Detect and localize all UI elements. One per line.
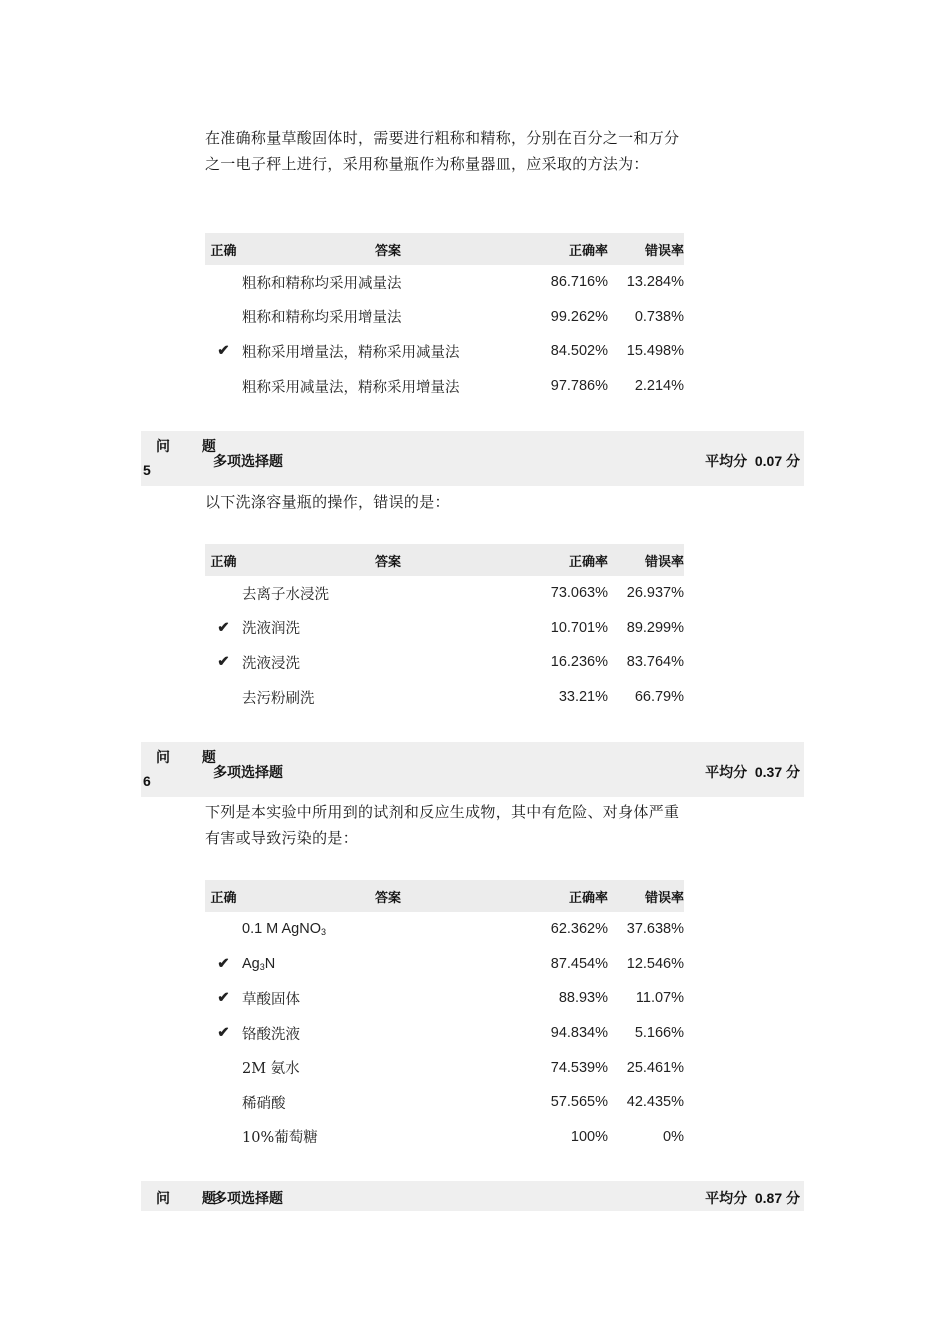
- question-label: 问 题: [156, 749, 230, 765]
- header-correct: 正确: [210, 889, 237, 905]
- error-rate: 42.435%: [626, 1094, 684, 1111]
- header-correct: 正确: [210, 553, 237, 569]
- question-type: 多项选择题: [213, 1190, 283, 1206]
- header-rate: 正确率: [568, 242, 608, 258]
- check-icon: ✔: [217, 990, 230, 1007]
- answer-text: 2M 氨水: [242, 1061, 300, 1078]
- answer-text: 10%葡萄糖: [242, 1130, 318, 1147]
- answer-text: 0.1 M AgNO$_3$: [242, 921, 326, 938]
- table-body: [205, 912, 684, 1154]
- error-rate: 5.166%: [634, 1025, 684, 1042]
- header-answer: 答案: [374, 553, 401, 569]
- question-label: 问 题: [156, 438, 230, 454]
- table-row: [205, 680, 684, 715]
- correct-rate: 87.454%: [550, 955, 608, 972]
- header-err: 错误率: [644, 553, 684, 569]
- check-icon: ✔: [217, 1025, 230, 1042]
- answer-text: 去污粉刷洗: [242, 690, 315, 707]
- answer-table-q4: [205, 233, 684, 403]
- table-header: [205, 233, 684, 265]
- correct-rate: 10.701%: [550, 619, 608, 636]
- empty-mark-cell: [205, 369, 242, 404]
- empty-mark-cell: [205, 265, 242, 300]
- answer-text: $Ag_3N$: [242, 955, 276, 972]
- error-rate: 0%: [663, 1128, 684, 1145]
- table-row: [205, 369, 684, 404]
- question-type: 多项选择题: [213, 453, 283, 469]
- empty-mark-cell: [205, 576, 242, 611]
- header-err: 错误率: [644, 889, 684, 905]
- answer-text: 洗液润洗: [242, 621, 300, 638]
- answer-text: 稀硝酸: [242, 1095, 286, 1112]
- correct-rate: 57.565%: [550, 1094, 608, 1111]
- error-rate: 15.498%: [626, 343, 684, 360]
- average-score: 平均分 0.87 分: [705, 1190, 800, 1206]
- question-number: 5: [143, 462, 151, 478]
- table-body: [205, 576, 684, 714]
- header-answer: 答案: [374, 242, 401, 258]
- header-rate: 正确率: [568, 889, 608, 905]
- table-row: [205, 611, 684, 646]
- empty-mark-cell: [205, 680, 242, 715]
- check-icon: ✔: [217, 955, 230, 972]
- table-body: [205, 265, 684, 403]
- empty-mark-cell: [205, 1050, 242, 1085]
- average-score: 平均分 0.07 分: [705, 453, 800, 469]
- error-rate: 83.764%: [626, 654, 684, 671]
- question-number: 6: [143, 773, 151, 789]
- correct-rate: 88.93%: [558, 990, 608, 1007]
- average-score: 平均分 0.37 分: [705, 764, 800, 780]
- correct-rate: 73.063%: [550, 585, 608, 602]
- correct-rate: 99.262%: [550, 308, 608, 325]
- check-icon: ✔: [217, 654, 230, 671]
- answer-text: 粗称和精称均采用增量法: [242, 310, 402, 327]
- question-7-header: [141, 1181, 804, 1211]
- answer-text: 粗称采用减量法，精称采用增量法: [242, 379, 460, 396]
- answer-text: 铬酸洗液: [242, 1026, 300, 1043]
- error-rate: 89.299%: [626, 619, 684, 636]
- correct-rate: 97.786%: [550, 378, 608, 395]
- error-rate: 13.284%: [626, 274, 684, 291]
- table-header: [205, 544, 684, 576]
- error-rate: 26.937%: [626, 585, 684, 602]
- answer-text: 粗称采用增量法，精称采用减量法: [242, 344, 460, 361]
- table-row: [205, 981, 684, 1016]
- error-rate: 66.79%: [634, 689, 684, 706]
- table-row: [205, 1050, 684, 1085]
- correct-rate: 86.716%: [550, 274, 608, 291]
- answer-table-q6: [205, 880, 684, 1154]
- error-rate: 2.214%: [634, 378, 684, 395]
- table-row: [205, 334, 684, 369]
- correct-rate: 62.362%: [550, 921, 608, 938]
- error-rate: 0.738%: [634, 308, 684, 325]
- empty-mark-cell: [205, 300, 242, 335]
- table-row: [205, 300, 684, 335]
- answer-text: 草酸固体: [242, 991, 300, 1008]
- header-answer: 答案: [374, 889, 401, 905]
- header-rate: 正确率: [568, 553, 608, 569]
- correct-rate: 74.539%: [550, 1059, 608, 1076]
- empty-mark-cell: [205, 912, 242, 947]
- error-rate: 11.07%: [635, 990, 684, 1007]
- error-rate: 25.461%: [626, 1059, 684, 1076]
- question-6-header: [141, 742, 804, 797]
- table-row: [205, 1085, 684, 1120]
- check-icon: ✔: [217, 619, 230, 636]
- correct-rate: 94.834%: [550, 1025, 608, 1042]
- table-row: [205, 912, 684, 947]
- header-err: 错误率: [644, 242, 684, 258]
- error-rate: 37.638%: [626, 921, 684, 938]
- question-6-text: 下列是本实验中所用到的试剂和反应生成物，其中有危险、对身体严重有害或导致污染的是：: [205, 803, 680, 847]
- table-row: [205, 265, 684, 300]
- table-row: [205, 1120, 684, 1155]
- answer-text: 洗液浸洗: [242, 655, 300, 672]
- table-row: [205, 1016, 684, 1051]
- question-5-header: [141, 431, 804, 486]
- header-correct: 正确: [210, 242, 237, 258]
- table-row: [205, 645, 684, 680]
- table-row: [205, 576, 684, 611]
- question-label: 问 题: [156, 1190, 230, 1206]
- empty-mark-cell: [205, 1085, 242, 1120]
- answer-text: 粗称和精称均采用减量法: [242, 275, 402, 292]
- question-5-text: 以下洗涤容量瓶的操作，错误的是：: [205, 493, 450, 511]
- check-icon: ✔: [217, 343, 230, 360]
- table-row: [205, 947, 684, 982]
- error-rate: 12.546%: [626, 955, 684, 972]
- empty-mark-cell: [205, 1120, 242, 1155]
- correct-rate: 84.502%: [550, 343, 608, 360]
- answer-text: 去离子水浸洗: [242, 586, 329, 603]
- correct-rate: 100%: [570, 1128, 608, 1145]
- correct-rate: 33.21%: [558, 689, 608, 706]
- answer-table-q5: [205, 544, 684, 714]
- question-4-text: 在准确称量草酸固体时，需要进行粗称和精称，分别在百分之一和万分之一电子秤上进行，采用称量瓶作为称量器皿，应采取的方法为：: [205, 129, 680, 173]
- table-header: [205, 880, 684, 912]
- correct-rate: 16.236%: [550, 654, 608, 671]
- question-type: 多项选择题: [213, 764, 283, 780]
